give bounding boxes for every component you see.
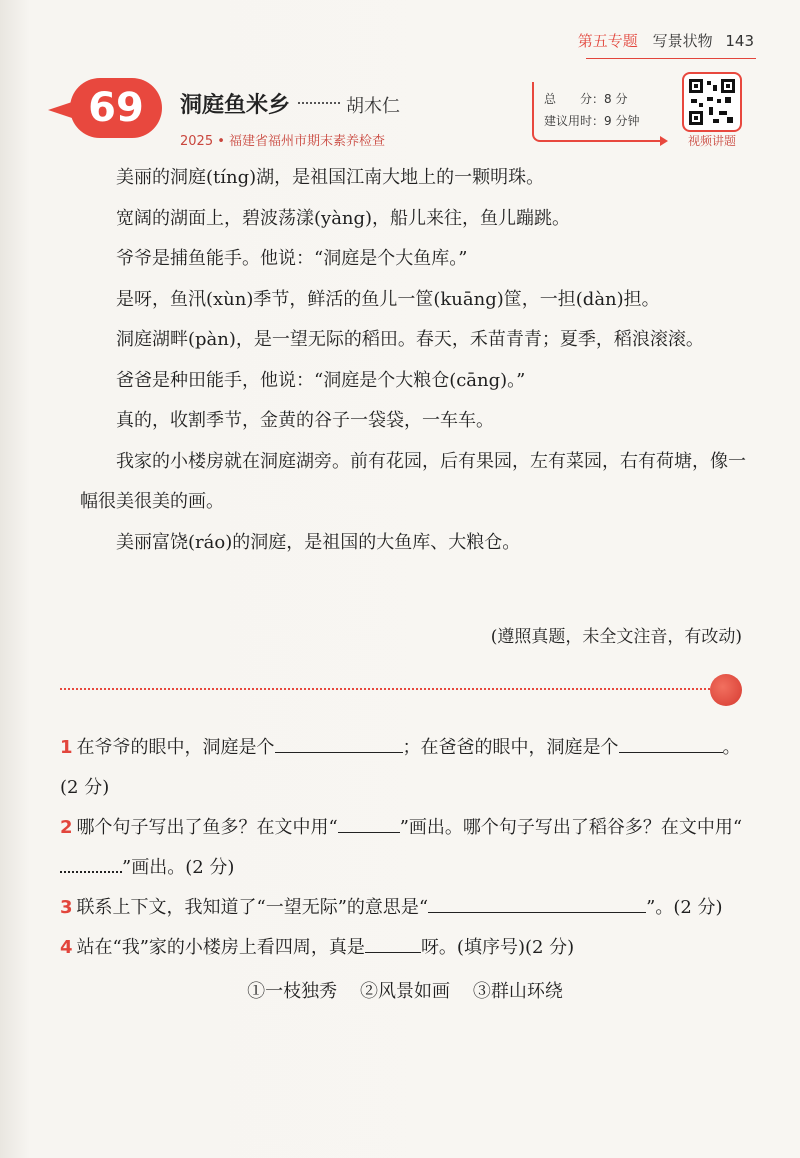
question-text: 联系上下文，我知道了“一望无际”的意思是“ bbox=[76, 897, 429, 918]
section-divider bbox=[60, 688, 710, 690]
info-box bbox=[532, 82, 664, 142]
passage-paragraph: 美丽的洞庭(tíng)湖，是祖国江南大地上的一颗明珠。 bbox=[116, 167, 545, 188]
lesson-title-line bbox=[180, 88, 400, 119]
question-text: 。(2 分) bbox=[60, 737, 741, 798]
total-score: 总 分：8 分 bbox=[544, 92, 628, 106]
answer-blank[interactable] bbox=[428, 890, 646, 913]
question-4 bbox=[60, 928, 750, 968]
qr-code-icon bbox=[689, 79, 735, 125]
header-section: 第五专题 bbox=[577, 32, 638, 50]
lesson-title: 洞庭鱼米乡 bbox=[180, 93, 291, 118]
answer-blank[interactable] bbox=[275, 730, 403, 753]
wavy-line-blank[interactable] bbox=[60, 849, 122, 873]
page-header bbox=[578, 30, 754, 51]
passage-paragraph: 宽阔的湖面上，碧波荡漾(yàng)，船儿来往，鱼儿蹦跳。 bbox=[116, 207, 571, 229]
passage bbox=[80, 158, 748, 563]
page-number: 143 bbox=[725, 32, 754, 50]
lesson-source: 2025 • 福建省福州市期末素养检查 bbox=[180, 134, 386, 149]
answer-blank[interactable] bbox=[619, 730, 723, 753]
question-number: 1 bbox=[60, 737, 73, 758]
qr-label: 视频讲题 bbox=[687, 134, 736, 148]
option: ③群山环绕 bbox=[472, 981, 563, 1002]
option: ①一枝独秀 bbox=[247, 981, 338, 1002]
question-number: 2 bbox=[60, 817, 73, 838]
attribution: (遵照真题，未全文注音，有改动) bbox=[490, 627, 742, 647]
answer-blank[interactable] bbox=[338, 810, 400, 833]
question-number: 3 bbox=[60, 897, 73, 918]
passage-paragraph: 爷爷是捕鱼能手。他说：“洞庭是个大鱼库。” bbox=[116, 248, 468, 269]
question-text: ”画出。哪个句子写出了稻谷多？在文中用“ bbox=[399, 817, 743, 838]
lesson-author: 胡木仁 bbox=[346, 96, 401, 117]
qr-code[interactable] bbox=[682, 72, 742, 132]
suggested-time: 建议用时：9 分钟 bbox=[544, 114, 640, 128]
question-1 bbox=[60, 728, 750, 808]
question-text: ；在爸爸的眼中，洞庭是个 bbox=[402, 737, 619, 758]
passage-paragraph: 爸爸是种田能手，他说：“洞庭是个大粮仓(cāng)。” bbox=[116, 369, 526, 391]
passage-paragraph: 我家的小楼房就在洞庭湖旁。前有花园，后有果园，左有菜园，右有荷塘，像一幅很美很美的画。 bbox=[80, 450, 746, 512]
title-dots bbox=[298, 102, 340, 104]
question-text: 站在“我”家的小楼房上看四周，真是 bbox=[76, 937, 365, 958]
question-number: 4 bbox=[60, 937, 73, 958]
question-text: ”。(2 分) bbox=[646, 897, 723, 918]
header-rule bbox=[586, 58, 756, 59]
lesson-number-badge: 69 bbox=[70, 78, 162, 138]
answer-options bbox=[60, 972, 750, 1012]
question-text: 在爷爷的眼中，洞庭是个 bbox=[76, 737, 275, 758]
passage-paragraph: 美丽富饶(ráo)的洞庭，是祖国的大鱼库、大粮仓。 bbox=[116, 531, 521, 553]
question-2 bbox=[60, 808, 750, 888]
option: ②风景如画 bbox=[360, 981, 450, 1002]
question-text: 哪个句子写出了鱼多？在文中用“ bbox=[76, 817, 338, 838]
yarn-ball-icon bbox=[710, 674, 742, 706]
questions bbox=[60, 728, 750, 1012]
passage-paragraph: 真的，收割季节，金黄的谷子一袋袋，一车车。 bbox=[116, 410, 494, 431]
passage-paragraph: 洞庭湖畔(pàn)，是一望无际的稻田。春天，禾苗青青；夏季，稻浪滚滚。 bbox=[116, 329, 704, 350]
question-text: ”画出。(2 分) bbox=[122, 857, 235, 878]
passage-paragraph: 是呀，鱼汛(xùn)季节，鲜活的鱼儿一筐(kuāng)筐，一担(dàn)担。 bbox=[116, 288, 660, 310]
answer-blank[interactable] bbox=[365, 930, 421, 953]
question-3 bbox=[60, 888, 750, 928]
header-category: 写景状物 bbox=[652, 32, 713, 50]
question-text: 呀。(填序号)(2 分) bbox=[420, 937, 575, 958]
